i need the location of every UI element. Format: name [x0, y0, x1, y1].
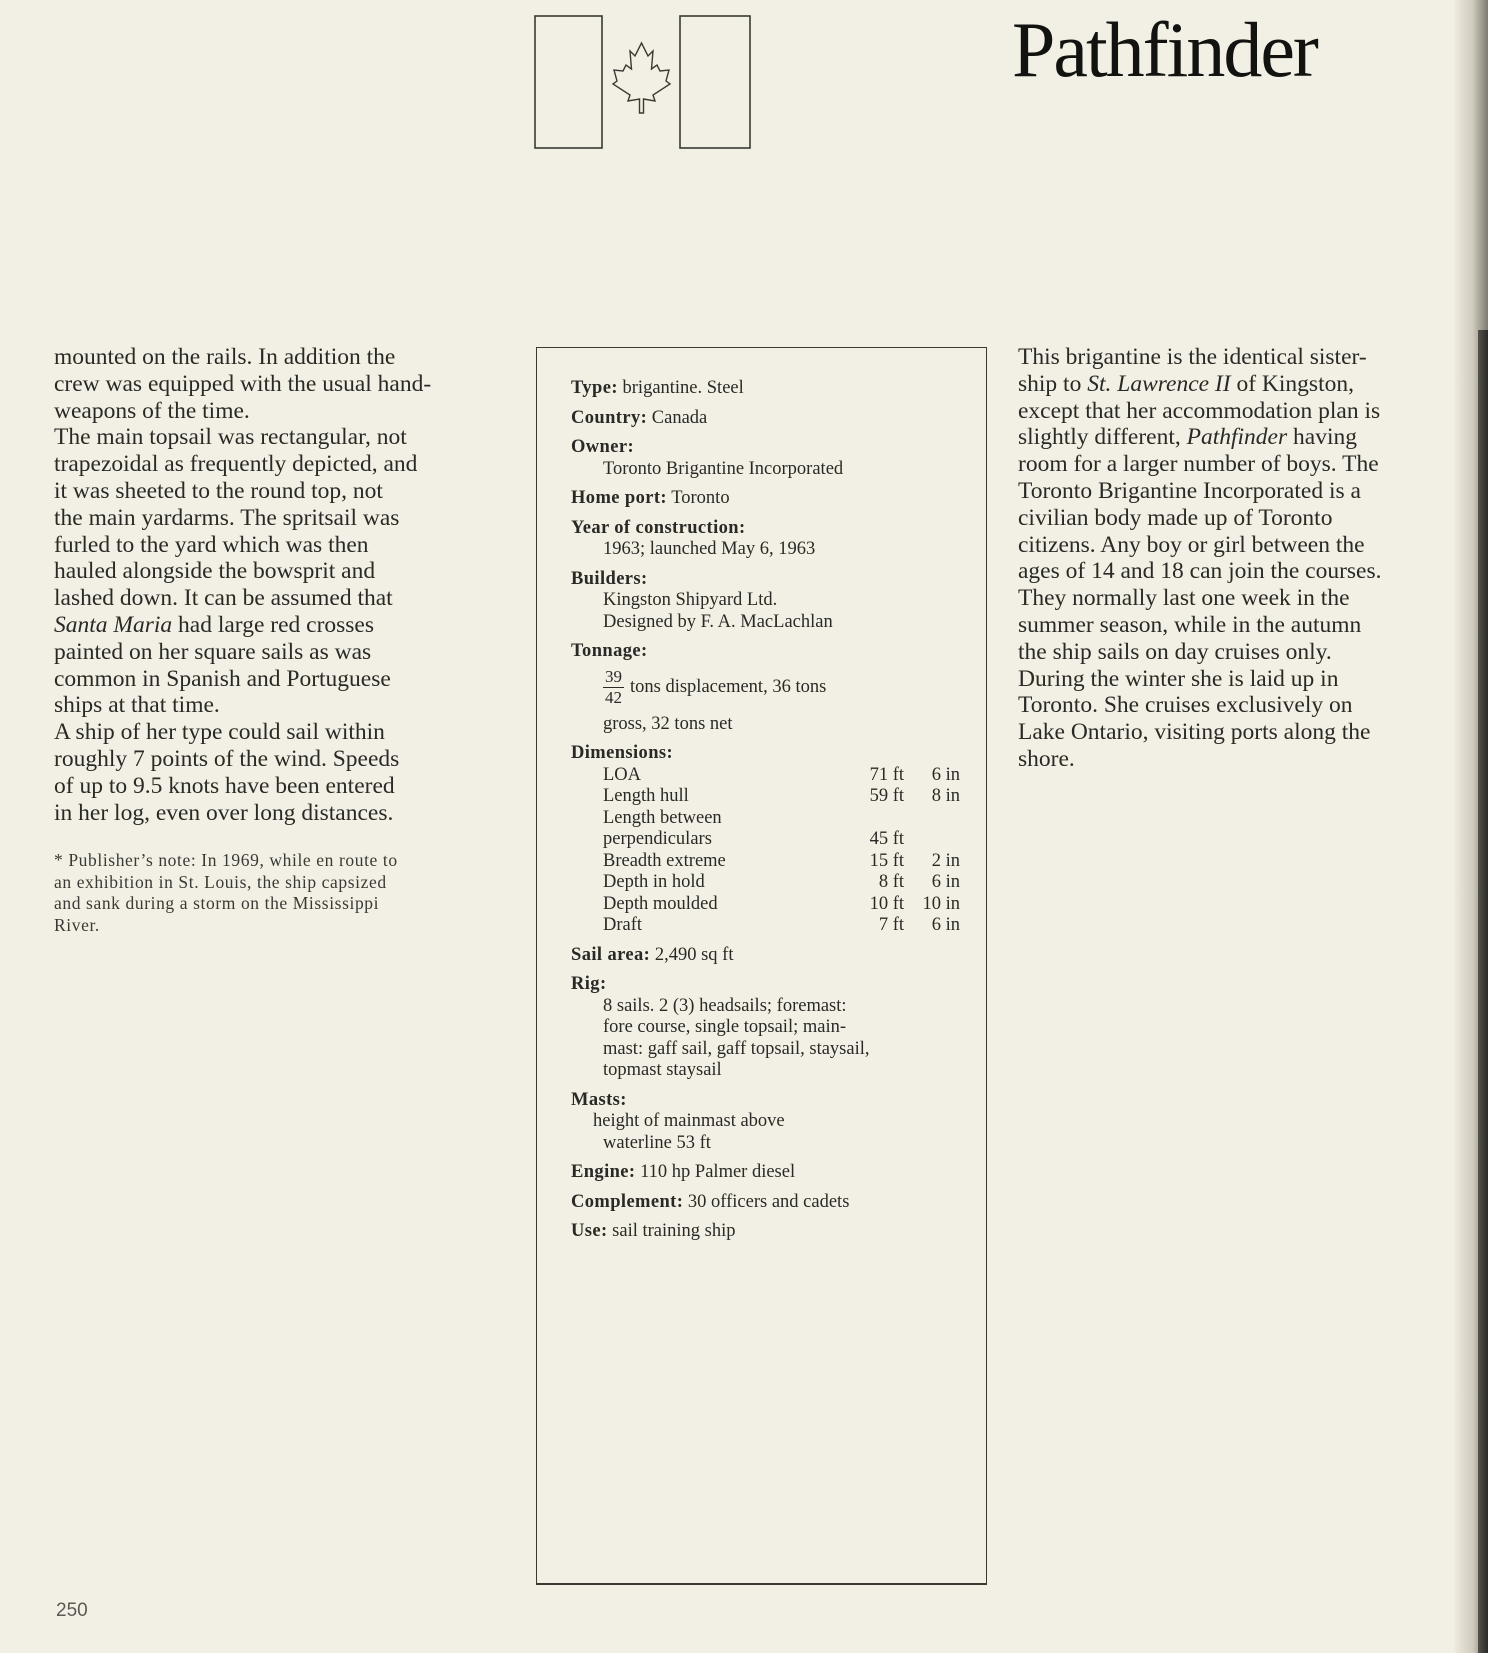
spec-year — [571, 518, 971, 561]
right-column-text — [1018, 344, 1448, 773]
text-line: trapezoidal as frequently depicted, and — [54, 451, 418, 478]
text-fragment: of Kingston, — [1230, 370, 1354, 397]
text-line: Toronto. She cruises exclusively on — [1018, 692, 1353, 719]
text-line — [54, 612, 514, 639]
spec-label: Complement: — [571, 1191, 684, 1212]
fraction-denominator: 42 — [605, 687, 622, 707]
text-line: This brigantine is the identical sister- — [1018, 344, 1367, 370]
spec-value: Toronto — [666, 488, 730, 508]
ship-name-italic: St. Lawrence II — [1087, 370, 1231, 397]
dimension-feet: 7 ft — [878, 915, 904, 935]
spec-label: Tonnage: — [571, 641, 648, 661]
text-line: The main topsail was rectangular, not — [54, 424, 407, 451]
ship-specifications — [571, 378, 971, 1251]
text-line: summer season, while in the autumn — [1018, 611, 1362, 638]
text-line — [1018, 371, 1448, 398]
text-line: the main yardarms. The spritsail was — [54, 504, 400, 531]
text-line: roughly 7 points of the wind. Speeds — [54, 745, 400, 772]
dimension-name: Length between — [603, 807, 722, 828]
spec-value: Canada — [647, 407, 708, 428]
dimension-name: Length hull — [603, 786, 689, 806]
dimension-feet: 10 ft — [869, 893, 904, 914]
text-line: A ship of her type could sail within — [54, 719, 385, 746]
text-fragment: ship to — [1018, 370, 1088, 397]
dimension-feet: 8 ft — [878, 872, 904, 892]
spec-value: 30 officers and cadets — [683, 1191, 850, 1212]
text-line: painted on her square sails as was — [54, 638, 372, 665]
paragraph — [54, 719, 514, 826]
spec-value: brigantine. Steel — [617, 378, 744, 398]
dimension-inches: 8 in — [931, 786, 960, 806]
spec-value: Kingston Shipyard Ltd. — [603, 590, 778, 610]
dimension-row — [571, 851, 971, 873]
text-line: crew was equipped with the usual hand- — [54, 370, 432, 397]
dimension-row — [571, 808, 971, 830]
text-line: ships at that time. — [54, 692, 220, 719]
spec-country — [571, 408, 971, 430]
spec-rig — [571, 974, 971, 1082]
text-line: During the winter she is laid up in — [1018, 665, 1339, 692]
spec-home-port — [571, 488, 971, 510]
spec-value: height of mainmast above — [593, 1111, 785, 1131]
dimension-inches: 6 in — [931, 872, 960, 892]
spec-value: 8 sails. 2 (3) headsails; foremast: — [603, 995, 847, 1016]
spec-label: Engine: — [571, 1162, 636, 1182]
text-line: room for a larger number of boys. The — [1018, 451, 1379, 478]
text-line: furled to the yard which was then — [54, 531, 369, 558]
spec-label: Country: — [571, 407, 648, 428]
paragraph — [54, 424, 514, 719]
text-line: in her log, even over long distances. — [54, 799, 394, 826]
spec-value: Toronto Brigantine Incorporated — [603, 458, 844, 479]
page-binding-edge — [1478, 330, 1488, 1653]
spec-type — [571, 378, 971, 400]
dimension-inches — [904, 808, 960, 830]
spec-label: Dimensions: — [571, 743, 674, 763]
spec-value: topmast staysail — [603, 1060, 722, 1080]
left-column-text — [54, 344, 514, 826]
text-line: common in Spanish and Portuguese — [54, 665, 391, 692]
spec-complement — [571, 1192, 971, 1214]
spec-dimensions — [571, 743, 971, 937]
ship-name-italic: Pathfinder — [1186, 424, 1288, 451]
dimension-feet: 45 ft — [869, 829, 904, 849]
text-line: it was sheeted to the round top, not — [54, 477, 383, 504]
dimension-name: perpendiculars — [603, 829, 712, 849]
text-line: ages of 14 and 18 can join the courses. — [1018, 558, 1382, 585]
spec-engine — [571, 1162, 971, 1184]
dimension-name: LOA — [603, 764, 642, 785]
text-line: shore. — [1018, 745, 1075, 772]
spec-value: 110 hp Palmer diesel — [635, 1162, 796, 1182]
dimension-name: Breadth extreme — [603, 850, 726, 871]
footnote-line: River. — [54, 914, 100, 935]
spec-label: Type: — [571, 378, 618, 398]
dimension-feet: 59 ft — [869, 786, 904, 806]
text-line: citizens. Any boy or girl between the — [1018, 531, 1365, 558]
page-number: 250 — [56, 1600, 88, 1621]
spec-label: Use: — [571, 1221, 608, 1241]
dimension-name: Depth in hold — [603, 872, 705, 892]
spec-value: mast: gaff sail, gaff topsail, staysail, — [603, 1038, 870, 1059]
ship-name-italic: Santa Maria — [54, 611, 173, 638]
dimension-row — [571, 829, 971, 851]
text-line: Toronto Brigantine Incorporated is a — [1018, 477, 1361, 504]
text-line: mounted on the rails. In addition the — [54, 344, 396, 370]
spec-value: sail training ship — [607, 1221, 736, 1241]
spec-label: Masts: — [571, 1089, 627, 1110]
maple-leaf-flag-icon — [534, 15, 751, 150]
spec-owner — [571, 437, 971, 480]
spec-masts — [571, 1090, 971, 1155]
dimension-inches: 10 in — [922, 893, 960, 914]
spec-sail-area — [571, 945, 971, 967]
dimension-name: Depth moulded — [603, 893, 718, 914]
fraction-numerator: 39 — [605, 666, 622, 686]
tonnage-fraction — [603, 667, 624, 708]
dimension-row — [571, 786, 971, 808]
spec-builders — [571, 569, 971, 634]
dimension-inches: 2 in — [931, 850, 960, 871]
spec-label: Home port: — [571, 488, 667, 508]
dimension-feet — [868, 808, 904, 830]
spec-value — [571, 667, 971, 708]
dimension-row — [571, 872, 971, 894]
dimension-row — [571, 765, 971, 787]
text-line: Lake Ontario, visiting ports along the — [1018, 719, 1371, 746]
spec-label: Rig: — [571, 974, 607, 994]
text-fragment: slightly different, — [1018, 424, 1187, 451]
spec-value: waterline 53 ft — [603, 1132, 711, 1153]
dimension-inches: 6 in — [931, 764, 960, 785]
page-title: Pathfinder — [1012, 6, 1317, 93]
dimension-feet: 15 ft — [869, 850, 904, 871]
dimension-feet: 71 ft — [869, 764, 904, 785]
dimension-row — [571, 894, 971, 916]
spec-value: 1963; launched May 6, 1963 — [603, 539, 816, 559]
spec-label: Sail area: — [571, 944, 651, 965]
dimension-inches — [904, 829, 960, 851]
footnote-line: an exhibition in St. Louis, the ship capsized — [54, 871, 387, 892]
text-fragment: had large red crosses — [172, 611, 375, 638]
spec-label: Owner: — [571, 437, 635, 457]
footnote-line: and sank during a storm on the Mississippi — [54, 893, 380, 913]
spec-value-text: tons displacement, 36 tons — [630, 676, 827, 697]
text-line: civilian body made up of Toronto — [1018, 504, 1333, 531]
text-line: of up to 9.5 knots have been entered — [54, 772, 395, 799]
dimension-name: Draft — [603, 915, 643, 935]
dimension-inches: 6 in — [931, 915, 960, 935]
text-line: except that her accommodation plan is — [1018, 397, 1381, 424]
spec-value: 2,490 sq ft — [650, 944, 734, 965]
dimension-row — [571, 915, 971, 937]
spec-value: fore course, single topsail; main- — [603, 1017, 847, 1037]
text-line: lashed down. It can be assumed that — [54, 585, 393, 612]
spec-label: Builders: — [571, 568, 648, 589]
paragraph — [54, 344, 514, 424]
footnote-line: * Publisher’s note: In 1969, while en route to — [54, 850, 398, 870]
text-fragment: having — [1287, 424, 1357, 451]
text-line — [1018, 424, 1448, 451]
spec-value: gross, 32 tons net — [603, 713, 733, 734]
spec-use — [571, 1221, 971, 1243]
spec-label: Year of construction: — [571, 517, 746, 538]
text-line: hauled alongside the bowsprit and — [54, 558, 376, 585]
text-line: They normally last one week in the — [1018, 585, 1350, 612]
text-line: the ship sails on day cruises only. — [1018, 638, 1332, 665]
text-line: weapons of the time. — [54, 397, 250, 424]
publisher-footnote — [54, 850, 514, 936]
spec-value: Designed by F. A. MacLachlan — [603, 611, 833, 632]
spec-tonnage — [571, 641, 971, 735]
